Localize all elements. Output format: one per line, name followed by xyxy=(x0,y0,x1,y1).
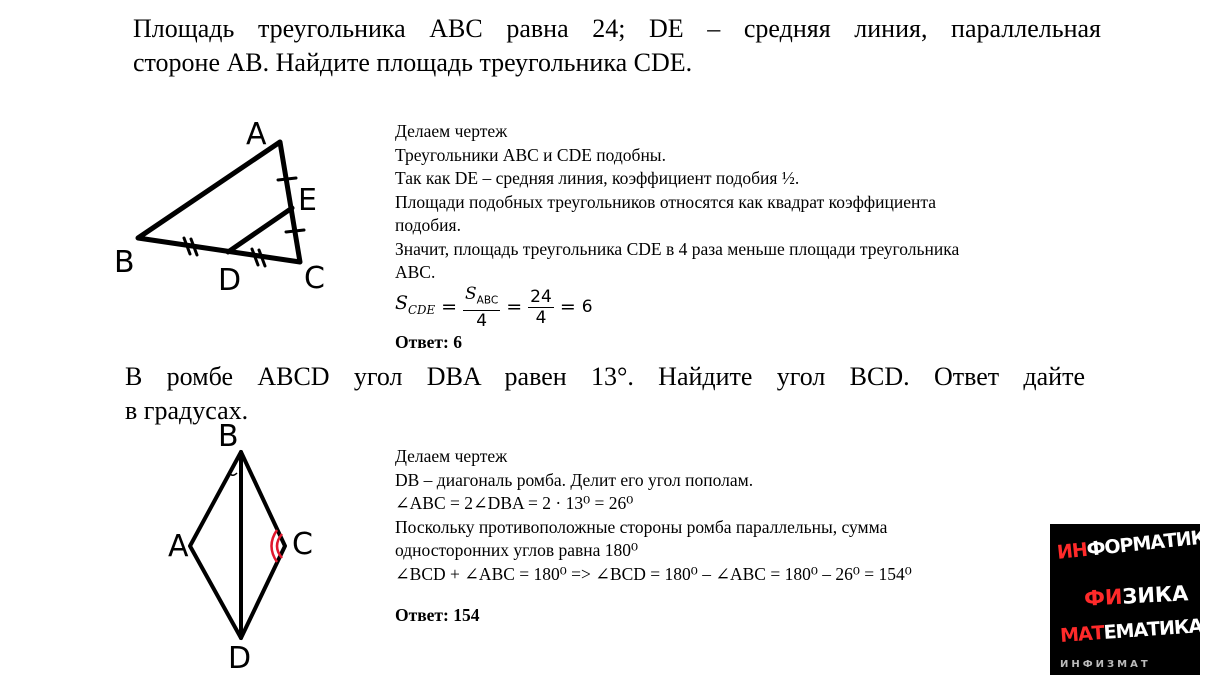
spacer xyxy=(395,586,912,604)
vertex-label-e: E xyxy=(298,183,317,218)
solution2-line: ∠BCD + ∠ABC = 180⁰ => ∠BCD = 180⁰ – ∠ABC = 180⁰ – 26⁰ = 154⁰ xyxy=(395,563,912,584)
fraction-1 xyxy=(463,284,500,331)
solution1-line: Так как DE – средняя линия, коэффициент подобия ½. xyxy=(395,168,800,188)
solution2-line: DB – диагональ ромба. Делит его угол пополам. xyxy=(395,469,754,490)
task1-line2: стороне AB. Найдите площадь треугольника CDE. xyxy=(133,48,693,77)
logo-line2: ФИЗИКА xyxy=(1083,581,1189,611)
solution1-line: подобия. xyxy=(395,215,461,235)
vertex-label-a: A xyxy=(246,117,267,152)
vertex-label-d: D xyxy=(218,263,242,298)
fraction-2-den: 4 xyxy=(535,308,547,328)
task2-statement xyxy=(125,360,1085,428)
solution2-line: Делаем чертеж xyxy=(395,446,508,466)
fraction-1-num: S xyxy=(464,283,477,304)
task2-line1: В ромбе ABCD угол DBA равен 13°. Найдите угол BCD. Ответ дайте xyxy=(125,362,1085,391)
vertex-label-b: B xyxy=(218,419,239,454)
tick-ec xyxy=(286,230,304,232)
midline-de xyxy=(228,208,292,252)
logo-line1: ИНФОРМАТИКА xyxy=(1056,525,1220,564)
solution2-line: односторонних углов равна 180⁰ xyxy=(395,540,639,560)
solution1-line: ABC. xyxy=(395,262,436,282)
fraction-1-num-sub: ABC xyxy=(476,294,499,307)
fraction-1-den: 4 xyxy=(476,311,488,332)
vertex-label-c: C xyxy=(292,527,313,562)
solution2 xyxy=(395,445,912,628)
formula-lhs: S xyxy=(395,292,409,315)
vertex-label-c: C xyxy=(304,261,325,296)
infizmat-logo xyxy=(1050,524,1220,675)
task2-line2: в градусах. xyxy=(125,396,249,425)
solution2-line: Поскольку противоположные стороны ромба параллельны, сумма xyxy=(395,516,888,537)
vertex-label-b: B xyxy=(114,245,135,280)
vertex-label-d: D xyxy=(228,641,252,675)
area-formula: $S_{CDE}$ = $\frac{S_{ABC}}{4}$ = $\frac{24}{4}$ = 6 xyxy=(395,283,593,332)
solution1-line: Делаем чертеж xyxy=(395,121,508,141)
answer2: Ответ: 154 xyxy=(395,605,480,625)
solution1-line: Площади подобных треугольников относятся как квадрат коэффициента xyxy=(395,191,937,212)
solution1 xyxy=(395,120,959,354)
rhombus-figure xyxy=(160,420,330,675)
formula-result: 6 xyxy=(581,296,593,317)
tick-ae xyxy=(278,178,296,180)
task1-line1: Площадь треугольника ABC равна 24; DE – средняя линия, параллельная xyxy=(133,14,1102,43)
formula-lhs-sub: CDE xyxy=(408,303,436,318)
triangle-figure xyxy=(110,110,350,300)
fraction-2-num: 24 xyxy=(530,287,552,307)
solution1-line: Треугольники ABC и CDE подобны. xyxy=(395,144,666,165)
triangle-sides xyxy=(138,142,300,262)
logo-line3: МАТЕМАТИКА xyxy=(1059,615,1203,647)
answer1: Ответ: 6 xyxy=(395,331,462,352)
fraction-2 xyxy=(528,287,554,328)
task1-statement xyxy=(133,12,1101,80)
solution1-line: Значит, площадь треугольника CDE в 4 раза меньше площади треугольника xyxy=(395,238,960,259)
solution2-line: ∠ABC = 2∠DBA = 2 · 13⁰ = 26⁰ xyxy=(395,493,634,513)
logo-line4: ИНФИЗМАТ xyxy=(1060,659,1151,670)
vertex-label-a: A xyxy=(168,529,189,564)
